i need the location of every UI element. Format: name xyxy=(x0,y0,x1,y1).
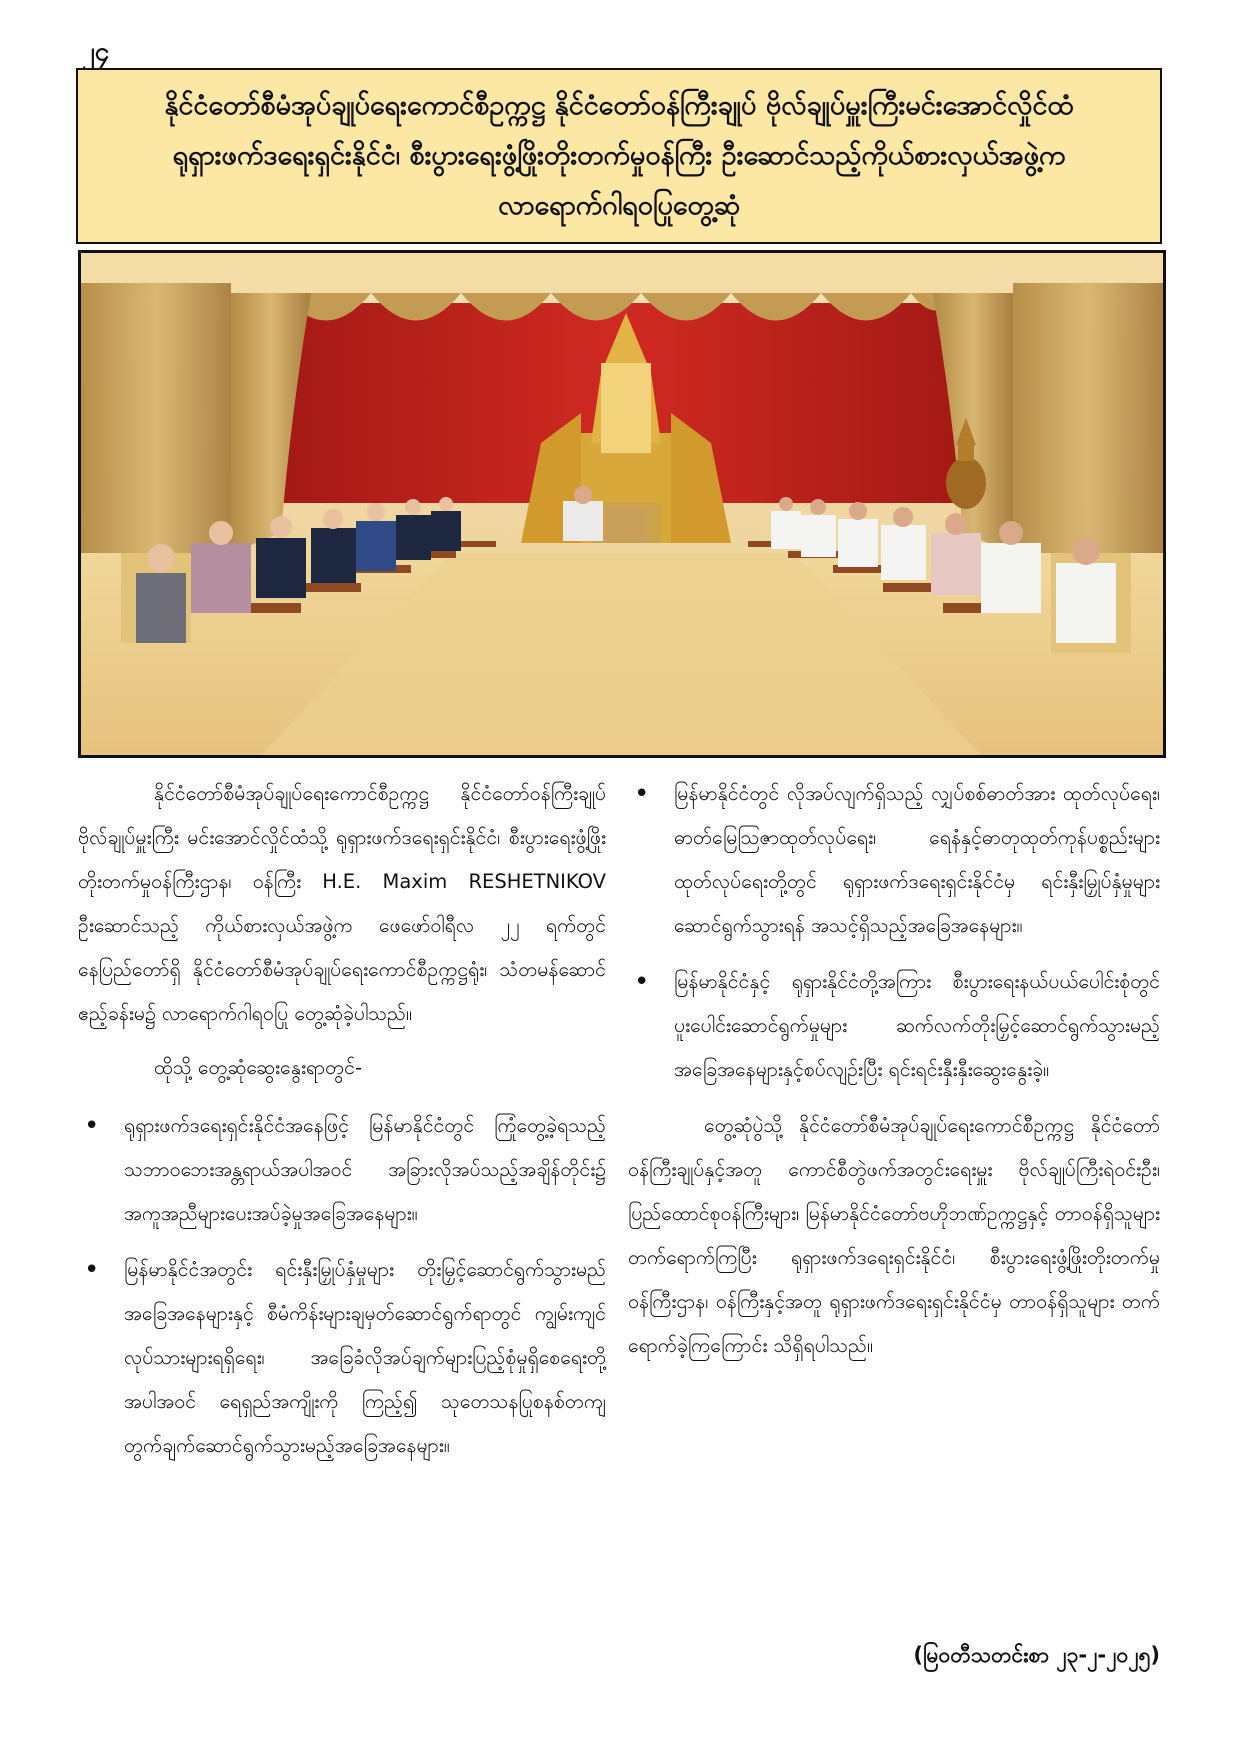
headline-line-1: နိုင်ငံတော်စီမံအုပ်ချုပ်ရေးကောင်စီဥက္ကဋ္ဌ နိုင်ငံတော်ဝန်ကြီးချုပ် ဗိုလ်ချုပ်မှူးကြီးမင်းအောင်လှိုင်ထံ xyxy=(164,90,1074,121)
right-column xyxy=(628,772,1160,1378)
list-item: • ရုရှားဖက်ဒရေးရှင်းနိုင်ငံအနေဖြင့် မြန်မာနိုင်ငံတွင် ကြုံတွေ့ခဲ့ရသည့် သဘာဝဘေးအန္တရာယ်အပါအဝင် အခြားလိုအပ်သည့်အချိန်တိုင်း၌ အကူအညီများပေးအပ်ခဲ့မှုအခြေအနေများ။ xyxy=(78,1104,606,1236)
intro-paragraph: နိုင်ငံတော်စီမံအုပ်ချုပ်ရေးကောင်စီဥက္ကဋ္ဌ နိုင်ငံတော်ဝန်ကြီးချုပ် ဗိုလ်ချုပ်မှူးကြီး မင်းအောင်လှိုင်ထံသို့ ရုရှားဖက်ဒရေးရှင်းနိုင်ငံ၊ စီးပွားရေးဖွံ့ဖြိုးတိုးတက်မှုဝန်ကြီးဌာန၊ ဝန်ကြီး H.E. Maxim RESHETNIKOV ဦးဆောင်သည့် ကိုယ်စားလှယ်အဖွဲ့က ဖေဖော်ဝါရီလ ၂၂ ရက်တွင် နေပြည်တော်ရှိ နိုင်ငံတော်စီမံအုပ်ချုပ်ရေးကောင်စီဥက္ကဋ္ဌရုံး၊ သံတမန်ဆောင်ဧည့်ခန်းမ၌ လာရောက်ဂါရဝပြု တွေ့ဆုံခဲ့ပါသည်။ xyxy=(78,782,606,1025)
discussion-lead: ထိုသို့ တွေ့ဆုံဆွေးနွေးရာတွင်- xyxy=(154,1056,363,1079)
closing-paragraph: တွေ့ဆုံပွဲသို့ နိုင်ငံတော်စီမံအုပ်ချုပ်ရေးကောင်စီဥက္ကဋ္ဌ နိုင်ငံတော်ဝန်ကြီးချုပ်နှင့်အတူ ကောင်စီတွဲဖက်အတွင်းရေးမှူး ဗိုလ်ချုပ်ကြီးရဲဝင်းဦး၊ ပြည်ထောင်စုဝန်ကြီးများ၊ မြန်မာနိုင်ငံတော်ဗဟိုဘဏ်ဥက္ကဋ္ဌနှင့် တာဝန်ရှိသူများတက်ရောက်ကြပြီး ရုရှားဖက်ဒရေးရှင်းနိုင်ငံ၊ စီးပွားရေးဖွံ့ဖြိုးတိုးတက်မှုဝန်ကြီးဌာန၊ ဝန်ကြီးနှင့်အတူ ရုရှားဖက်ဒရေးရှင်းနိုင်ငံမှ တာဝန်ရှိသူများ တက်ရောက်ခဲ့ကြကြောင်း သိရှိရပါသည်။ xyxy=(628,1114,1160,1357)
headline-line-3: လာရောက်ဂါရဝပြုတွေ့ဆုံ xyxy=(498,190,740,221)
headline-box xyxy=(76,68,1162,244)
meeting-hall-illustration xyxy=(81,253,1163,755)
right-bullet-list xyxy=(628,772,1160,1092)
page-number: ၂၄ xyxy=(82,37,110,67)
left-column xyxy=(78,772,606,1480)
list-item: • မြန်မာနိုင်ငံတွင် လိုအပ်လျက်ရှိသည့် လျှပ်စစ်ဓာတ်အား ထုတ်လုပ်ရေး၊ ဓာတ်မြေဩဇာထုတ်လုပ်ရေး၊ ရေနံနှင့်ဓာတုထုတ်ကုန်ပစ္စည်းများထုတ်လုပ်ရေးတို့တွင် ရုရှားဖက်ဒရေးရှင်းနိုင်ငံမှ ရင်းနှီးမြှုပ်နှံမှုများဆောင်ရွက်သွားရန် အသင့်ရှိသည့်အခြေအနေများ။ xyxy=(628,772,1160,948)
headline-line-2: ရုရှားဖက်ဒရေးရှင်းနိုင်ငံ၊ စီးပွားရေးဖွံ့ဖြိုးတိုးတက်မှုဝန်ကြီး ဦးဆောင်သည့်ကိုယ်စားလှယ်အဖွဲ့က xyxy=(172,140,1066,171)
meeting-photo xyxy=(78,250,1166,758)
list-item: • မြန်မာနိုင်ငံအတွင်း ရင်းနှီးမြှုပ်နှံမှုများ တိုးမြှင့်ဆောင်ရွက်သွားမည်အခြေအနေများနှင့် စီမံကိန်းများချမှတ်ဆောင်ရွက်ရာတွင် ကျွမ်းကျင်လုပ်သားများရရှိရေး၊ အခြေခံလိုအပ်ချက်များပြည့်စုံမှုရှိစေရေးတို့အပါအဝင် ရေရှည်အကျိုးကို ကြည့်၍ သုတေသနပြုစနစ်တကျတွက်ချက်ဆောင်ရွက်သွားမည့်အခြေအနေများ။ xyxy=(78,1248,606,1468)
left-bullet-list xyxy=(78,1104,606,1468)
drape-left-outer xyxy=(81,283,231,576)
drape-right-outer xyxy=(1013,283,1163,576)
source-credit: (မြဝတီသတင်းစာ ၂၃-၂-၂၀၂၅) xyxy=(913,1643,1160,1667)
list-item: • မြန်မာနိုင်ငံနှင့် ရုရှားနိုင်ငံတို့အကြား စီးပွားရေးနယ်ပယ်ပေါင်းစုံတွင် ပူးပေါင်းဆောင်ရွက်မှုများ ဆက်လက်တိုးမြှင့်ဆောင်ရွက်သွားမည့်အခြေအနေများနှင့်စပ်လျဉ်းပြီး ရင်းရင်းနှီးနှီးဆွေးနွေးခဲ့။ xyxy=(628,960,1160,1092)
